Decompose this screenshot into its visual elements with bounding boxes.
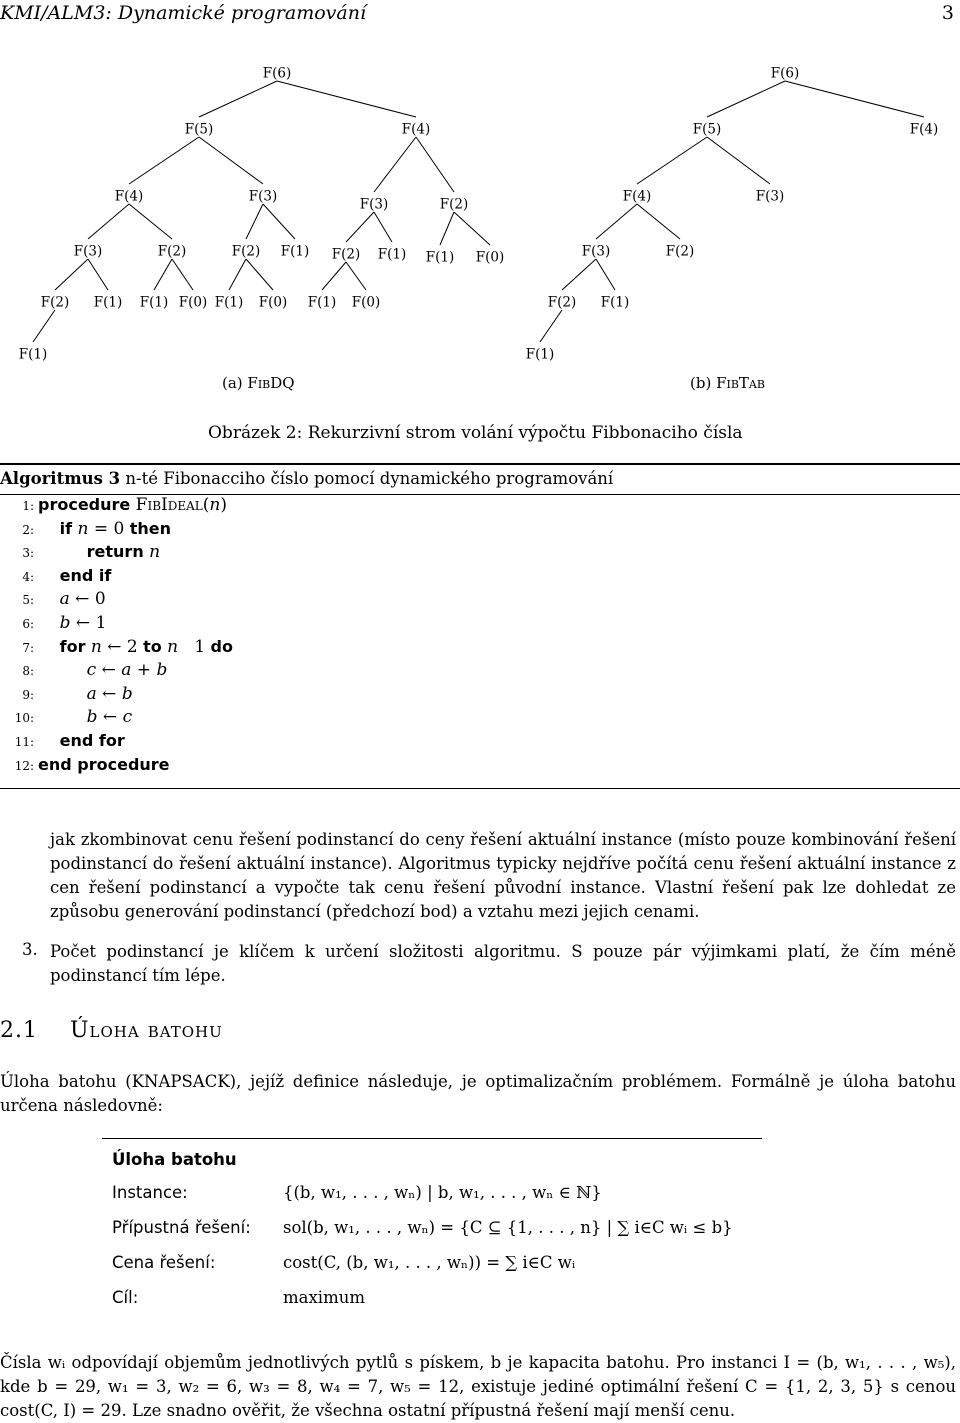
tree-a-node: F(1): [93, 294, 123, 311]
tree-a-edge: [172, 259, 193, 290]
tree-a-node: F(3): [359, 196, 389, 213]
tree-b-node: F(3): [581, 243, 611, 260]
paragraph-knapsack-intro: Úloha batohu (KNAPSACK), jejíž definice následuje, je optimalizačním problémem. Formálně je úloha batohu určena následovně:: [0, 1072, 956, 1115]
tree-b-node: F(2): [665, 243, 695, 260]
problem-box-top-rule: [102, 1138, 762, 1139]
tree-a-node: F(4): [114, 188, 144, 205]
tree-a-node: F(1): [214, 294, 244, 311]
line-code: a ← 0: [59, 589, 106, 610]
tree-a-edge: [33, 310, 55, 342]
problem-row-value: sol(b, w₁, . . . , wₙ) = {C ⊆ {1, . . . , n} | ∑ i∈C wᵢ ≤ b}: [283, 1218, 733, 1237]
algorithm-title: n-té Fibonacciho číslo pomocí dynamického programování: [125, 469, 614, 488]
section-title: Úloha batohu: [69, 1018, 223, 1043]
tree-b-edge: [707, 137, 770, 184]
tree-a-edge: [88, 204, 129, 239]
figure-caption: Obrázek 2: Rekurzivní strom volání výpočtu Fibbonaciho čísla: [208, 423, 743, 443]
tree-a-node: F(4): [401, 121, 431, 138]
caption-tree-a: (a) FibDQ: [222, 374, 295, 392]
tree-b-node: F(4): [909, 121, 939, 138]
line-code: b ← 1: [59, 613, 107, 633]
problem-row-label: Cena řešení:: [112, 1253, 216, 1272]
tree-b-edge: [596, 204, 637, 239]
caption-tree-b: (b) FibTab: [690, 374, 765, 392]
line-number: 2:: [22, 522, 34, 537]
tree-a-node: F(6): [262, 65, 292, 82]
tree-a-node: F(0): [475, 249, 505, 266]
tree-b-node: F(1): [600, 294, 630, 311]
tree-a-node: F(0): [258, 294, 288, 311]
tree-a-node: F(2): [231, 243, 261, 260]
tree-a-node: F(0): [178, 294, 208, 311]
running-header: KMI/ALM3: Dynamické programování: [0, 2, 367, 24]
algorithm-top-rule: [0, 463, 960, 465]
algorithm-line: [12, 684, 133, 704]
tree-a-node: F(2): [439, 196, 469, 213]
tree-a-node: F(3): [248, 188, 278, 205]
tree-a-edge: [277, 81, 416, 117]
tree-a-node: F(1): [139, 294, 169, 311]
line-code: b ← c: [86, 707, 133, 728]
tree-a-node: F(1): [18, 346, 48, 363]
line-number: 3:: [22, 546, 34, 561]
tree-b-edge: [637, 137, 707, 184]
tree-a-edge: [374, 137, 416, 192]
tree-a-edge: [346, 262, 366, 290]
tree-a-edge: [199, 137, 263, 184]
tree-a-node: F(2): [40, 294, 70, 311]
line-number: 7:: [22, 640, 34, 655]
tree-a-edge: [229, 259, 246, 290]
tree-a-node: F(0): [351, 294, 381, 311]
line-number: 9:: [22, 687, 34, 702]
algorithm-line: [12, 637, 233, 657]
tree-a-node: F(2): [331, 246, 361, 263]
paragraph-knapsack-example: Čísla wᵢ odpovídají objemům jednotlivých pytlů s pískem, b je kapacita batohu. Pro instanci I = (b, w₁, . . . , w₅), kde b = 29, w₁ = 3, w₂ = 6, w₃ = 8, w₄ = 7, w₅ = 12, existuje jediné optimální řešení C = {1, 2, 3, 5} s cenou cost(C, I) = 29. Lze snadno ověřit, že všechna ostatní přípustná řešení mají menší cenu.: [0, 1353, 956, 1420]
tree-a-node: F(1): [377, 246, 407, 263]
tree-a-edge: [129, 204, 172, 239]
algorithm-line: [12, 755, 170, 775]
problem-row-value: {(b, w₁, . . . , wₙ) | b, w₁, . . . , wₙ ∈ ℕ}: [283, 1183, 602, 1202]
tree-a-edge: [246, 204, 263, 239]
line-number: 11:: [14, 735, 34, 749]
problem-row-label: Cíl:: [112, 1288, 139, 1307]
algorithm-line: [12, 566, 111, 586]
line-number: 8:: [22, 664, 34, 679]
tree-b-edge: [562, 259, 596, 290]
tree-a-edge: [199, 81, 277, 117]
tree-a-edge: [374, 212, 392, 242]
tree-a-node: F(1): [425, 249, 455, 266]
tree-b-node: F(4): [622, 188, 652, 205]
tree-a-edge: [454, 212, 490, 245]
line-number: 6:: [22, 617, 34, 631]
tree-a-node: F(3): [73, 243, 103, 260]
line-code: a ← b: [86, 683, 133, 704]
recursion-trees-figure: [0, 0, 960, 400]
problem-title: Úloha batohu: [112, 1150, 237, 1169]
line-code: c ← a + b: [86, 660, 168, 681]
problem-row-label: Instance:: [112, 1183, 188, 1202]
algorithm-line: [12, 660, 167, 680]
tree-b-edge: [785, 81, 924, 117]
algorithm-caption: [0, 469, 613, 488]
tree-a-edge: [246, 259, 273, 290]
line-code: end if: [59, 565, 112, 585]
tree-a-node: F(1): [280, 243, 310, 260]
tree-a-node: F(5): [184, 121, 214, 138]
line-number: 4:: [22, 569, 34, 584]
tree-b-edge: [707, 81, 785, 117]
tree-a-edge: [440, 212, 454, 245]
algorithm-line: [12, 731, 125, 751]
algorithm-label: Algoritmus 3: [0, 469, 121, 488]
section-number: 2.1: [0, 1018, 38, 1043]
tree-b-node: F(1): [525, 346, 555, 363]
page-number: 3: [941, 2, 954, 24]
line-number: 5:: [22, 593, 34, 608]
algorithm-line: [12, 495, 227, 515]
tree-a-edge: [322, 262, 346, 290]
tree-a-edge: [263, 204, 295, 239]
algorithm-line: [12, 519, 171, 539]
algorithm-line: [12, 589, 106, 609]
line-code: procedure FibIdeal(n): [38, 495, 227, 515]
line-code: if n = 0 then: [59, 518, 171, 539]
paragraph-dp-steps: jak zkombinovat cenu řešení podinstancí do ceny řešení aktuální instance (místo pouze kombinování řešení podinstancí do řešení aktuální instance). Algoritmus typicky nejdříve počítá cenu řešení aktuální instance z cen řešení podinstancí a vypočte tak cenu řešení původní instance. Vlastní řešení pak lze dohledat ze způsobu generování podinstancí (předchozí bod) a vztahu mezi jejich cenami.: [50, 830, 956, 921]
line-number: 10:: [14, 711, 34, 726]
problem-row-value: cost(C, (b, w₁, . . . , wₙ)) = ∑ i∈C wᵢ: [283, 1253, 576, 1272]
problem-row-label: Přípustná řešení:: [112, 1218, 251, 1237]
list-item-3: Počet podinstancí je klíčem k určení složitosti algoritmu. S pouze pár výjimkami platí, že čím méně podinstancí tím lépe.: [50, 942, 956, 985]
tree-b-node: F(6): [770, 65, 800, 82]
list-number-3: 3.: [22, 940, 38, 959]
tree-a-edge: [416, 137, 454, 192]
section-heading: [0, 1018, 223, 1043]
tree-b-edge: [596, 259, 615, 290]
tree-a-edge: [55, 259, 88, 290]
tree-a-node: F(2): [157, 243, 187, 260]
algorithm-line: [12, 707, 132, 727]
tree-a-edge: [154, 259, 172, 290]
tree-b-node: F(2): [547, 294, 577, 311]
tree-a-edge: [129, 137, 199, 184]
problem-row-value: maximum: [283, 1288, 365, 1307]
tree-a-node: F(1): [307, 294, 337, 311]
tree-b-node: F(5): [692, 121, 722, 138]
tree-b-edge: [540, 310, 562, 342]
line-code: end procedure: [38, 754, 170, 774]
tree-a-edge: [346, 212, 374, 242]
line-number: 12:: [14, 758, 34, 773]
algorithm-bottom-rule: [0, 788, 960, 789]
tree-b-node: F(3): [755, 188, 785, 205]
tree-b-edge: [637, 204, 680, 239]
algorithm-line: [12, 542, 160, 562]
algorithm-line: [12, 613, 106, 633]
line-code: end for: [59, 731, 125, 750]
line-code: return n: [86, 542, 161, 563]
line-code: for n ← 2 to n 1 do: [59, 636, 233, 657]
tree-a-edge: [88, 259, 108, 290]
line-number: 1:: [22, 499, 34, 513]
